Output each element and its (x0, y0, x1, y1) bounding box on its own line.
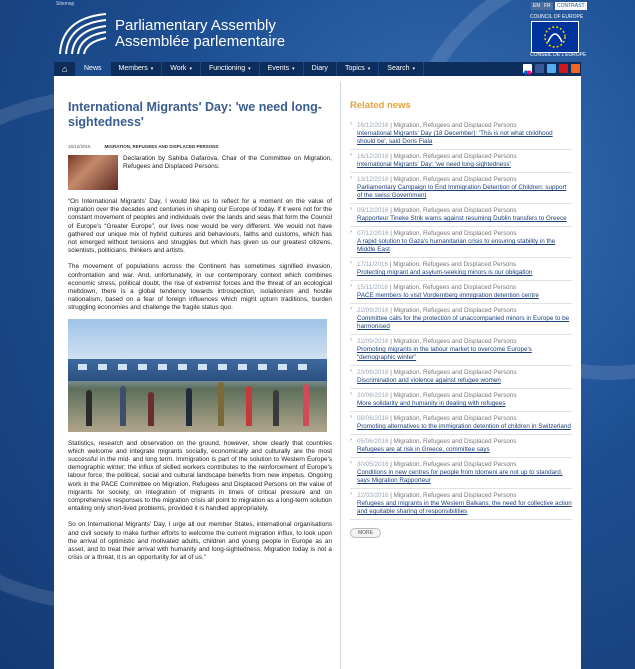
news-title-link[interactable]: Discrimination and violence against refugee women (357, 377, 501, 384)
coe-label-top: COUNCIL OF EUROPE (530, 14, 584, 20)
news-title-link[interactable]: Promoting migrants in the labour market to overcome Europe's “demographic winter” (357, 346, 532, 361)
intro-text: Declaration by Sahiba Gafarova, Chair of the Committee on Migration, Refugees and Displaced Persons: (123, 155, 332, 171)
news-category: Migration, Refugees and Displaced Persons (393, 207, 517, 214)
article-paragraph: Statistics, research and observation on the ground, however, show clearly that countries which welcome and integrate migrants socially, economically and culturally are the most successful in the mid- and long term. Immigration is part of the solution to Western Europe's demographic winter; the influx of skilled workers contributes to the reinforcement of Europe's labour force; the political, social and cultural landscape benefits from new impetus. Ongoing work in the PACE Committee on Migration, Refugees and Displaced Persons on the value of migrants for society, on integration of migrants in times of critical pressure and on comprehensive responses to the migration crisis all point to migration as a long-term solution entailing only short-lived problems, provided it is handled appropriately. (68, 439, 332, 513)
article-date: 16/12/2016 (68, 144, 91, 149)
chevron-down-icon: ▾ (189, 66, 192, 72)
nav-label: Events (267, 65, 290, 72)
nav-label: Topics (344, 65, 365, 72)
news-date: 17/11/2016 (357, 261, 389, 268)
news-title-link[interactable]: Rapporteur Tineke Strik warns against resuming Dublin transfers to Greece (357, 215, 567, 222)
article-paragraph: “On International Migrants' Day, I would like us to reflect for a moment on the value of migration over the decades and centuries in shaping our Europe of today. If it were not for the constant movement of peoples and individuals over the lands and seas that form the Council of Europe's “Greater Europe”, our lives now would be very different. We would not have gathered our unique mix of hybrid cultures and behaviours, faiths and customs, which has not emerged without tensions and struggles but which has given us our greatest citizens, scientists, politicians, thinkers and artists. (68, 198, 332, 255)
news-category: Migration, Refugees and Displaced Persons (393, 176, 517, 183)
chevron-down-icon: ▾ (150, 66, 154, 72)
news-category: Migration, Refugees and Displaced Persons (393, 438, 517, 445)
news-meta: › 09/12/2016 | Migration, Refugees and Displaced Persons (357, 207, 517, 214)
article-title: International Migrants' Day: 'we need long-sightedness' (68, 100, 322, 129)
news-meta: › 16/12/2016 | Migration, Refugees and Displaced Persons (357, 153, 517, 160)
council-of-europe-logo-icon[interactable] (531, 21, 579, 53)
nav-search[interactable] (379, 62, 424, 76)
news-meta: › 07/12/2016 | Migration, Refugees and Displaced Persons (357, 230, 517, 237)
news-title-link[interactable]: Refugees and migrants in the Western Balkans: the need for collective action and equitable sharing of responsibilities (357, 500, 572, 515)
news-date: 22/03/2016 (357, 492, 389, 499)
news-date: 23/06/2016 (357, 369, 389, 376)
news-category: Migration, Refugees and Displaced Persons (393, 338, 517, 345)
news-category: Migration, Refugees and Displaced Persons (393, 122, 517, 129)
nav-label: Functioning (208, 65, 246, 72)
news-meta: › 05/06/2016 | Migration, Refugees and Displaced Persons (357, 438, 517, 445)
rss-icon[interactable] (571, 64, 580, 73)
related-news-list (350, 119, 572, 520)
hemicycle-logo-icon[interactable] (56, 8, 112, 58)
youtube-icon[interactable] (559, 64, 568, 73)
news-title-link[interactable]: PACE members to visit Vordernberg immigration detention centre (357, 292, 539, 299)
news-meta: › 30/05/2016 | Migration, Refugees and Displaced Persons (357, 461, 517, 468)
news-meta: › 08/06/2016 | Migration, Refugees and Displaced Persons (357, 415, 517, 422)
article-intro (68, 155, 332, 190)
news-date: 20/06/2016 (357, 392, 389, 399)
facebook-icon[interactable] (535, 64, 544, 73)
related-news-item (350, 119, 572, 150)
news-date: 15/11/2016 (357, 284, 389, 291)
content-panel (54, 76, 581, 669)
news-title-link[interactable]: Refugees are at risk in Greece, committee says (357, 446, 490, 453)
coe-label-bottom: CONSEIL DE L'EUROPE (530, 52, 587, 58)
speaker-portrait (68, 155, 118, 190)
related-news-item (350, 435, 572, 458)
nav-news[interactable] (76, 62, 111, 76)
nav-label: News (84, 65, 102, 72)
nav-label: Search (387, 65, 410, 72)
related-news-item (350, 227, 572, 258)
nav-events[interactable] (260, 62, 304, 76)
related-news-item (350, 304, 572, 335)
article-paragraph: The movement of populations across the Continent has sometimes signified invasion, confrontation and war. And, unfortunately, in our contemporary context which combines economic stress, political doubt, the rise of extremist forces and the threat of an ecological meltdown, there is a global tendency towards introspection, isolationism and hostile nationalism, based on a fear of foreign influences which might upturn traditions, burden struggling economies and challenge the fragile status quo. (68, 263, 332, 312)
news-category: Migration, Refugees and Displaced Persons (393, 307, 517, 314)
related-news-item (350, 281, 572, 304)
article (68, 100, 332, 562)
news-title-link[interactable]: More solidarity and humanity in dealing with refugees (357, 400, 506, 407)
news-title-link[interactable]: Committee calls for the protection of unaccompanied minors in Europe to be harmonised (357, 315, 570, 330)
home-icon[interactable]: ⌂ (54, 62, 76, 76)
related-news-item (350, 150, 572, 173)
related-news-item (350, 335, 572, 366)
news-meta: › 22/09/2016 | Migration, Refugees and Displaced Persons (357, 307, 517, 314)
news-category: Migration, Refugees and Displaced Persons (393, 415, 517, 422)
chevron-down-icon: ▾ (412, 66, 415, 72)
news-date: 09/12/2016 (357, 207, 389, 214)
chevron-down-icon: ▾ (248, 66, 251, 72)
news-title-link[interactable]: Promoting alternatives to the immigration detention of children in Switzerland (357, 423, 571, 430)
news-category: Migration, Refugees and Displaced Persons (393, 153, 517, 160)
more-button[interactable]: MORE (350, 528, 381, 538)
news-date: 05/06/2016 (357, 438, 389, 445)
news-date: 30/05/2016 (357, 461, 389, 468)
related-news-item (350, 458, 572, 489)
site-header (0, 0, 635, 62)
news-category: Migration, Refugees and Displaced Persons (393, 284, 517, 291)
news-date: 13/12/2016 (357, 176, 389, 183)
related-news-item (350, 389, 572, 412)
news-category: Migration, Refugees and Displaced Persons (393, 261, 517, 268)
news-category: Migration, Refugees and Displaced Persons (393, 461, 517, 468)
news-meta: › 15/11/2016 | Migration, Refugees and Displaced Persons (357, 284, 517, 291)
related-news (350, 100, 572, 539)
nav-diary[interactable] (304, 62, 337, 76)
lang-en-button[interactable]: EN (533, 3, 540, 9)
news-meta: › 13/12/2016 | Migration, Refugees and Displaced Persons (357, 176, 517, 183)
main-navigation (54, 62, 581, 76)
news-meta: › 16/12/2016 | Migration, Refugees and Displaced Persons (357, 122, 517, 129)
news-date: 16/12/2016 (357, 122, 389, 129)
news-date: 22/09/2016 (357, 307, 389, 314)
flickr-icon[interactable] (523, 64, 532, 73)
news-meta: › 22/03/2016 | Migration, Refugees and Displaced Persons (357, 492, 517, 499)
news-title-link[interactable]: International Migrants' Day (18 December): 'This is not what childhood should be', said Doris Fiala (357, 130, 553, 145)
related-news-item (350, 412, 572, 435)
news-category: Migration, Refugees and Displaced Persons (393, 230, 517, 237)
nav-members[interactable] (111, 62, 163, 76)
nav-label: Diary (311, 65, 328, 72)
news-title-link[interactable]: International Migrants' Day: 'we need long-sightedness' (357, 161, 511, 168)
news-title-link[interactable]: A rapid solution to Gaza's humanitarian crisis to ensuring stability in the Middle East (357, 238, 556, 253)
news-date: 22/09/2016 (357, 338, 389, 345)
news-title-link[interactable]: Protecting migrant and asylum-seeking minors is our obligation (357, 269, 533, 276)
related-news-heading: Related news (350, 100, 411, 111)
article-paragraph: So on International Migrants' Day, I urge all our member States, international organisations and civil society to make further efforts to welcome the current migration influx, to look upon the arrival of optimistic and motivated adults, children and young people in Europe as an asset, and to treat their arrival with humanity and long-sightedness. Migration today is not a crisis or a threat, it is an opportunity for all of us.” (68, 521, 332, 562)
news-meta: › 20/06/2016 | Migration, Refugees and Displaced Persons (357, 392, 517, 399)
news-category: Migration, Refugees and Displaced Persons (393, 369, 517, 376)
train-shape (68, 359, 327, 381)
related-news-item (350, 173, 572, 204)
lang-fr-button[interactable]: FR (544, 3, 551, 9)
contrast-button[interactable]: CONTRAST (557, 3, 585, 9)
site-title-fr[interactable]: Assemblée parlementaire (115, 33, 286, 50)
column-divider (340, 82, 341, 669)
chevron-down-icon: ▾ (367, 66, 371, 72)
news-meta: › 22/09/2016 | Migration, Refugees and Displaced Persons (357, 338, 517, 345)
news-date: 08/06/2016 (357, 415, 389, 422)
nav-label: Work (170, 65, 187, 72)
nav-work[interactable] (162, 62, 201, 76)
related-news-item (350, 366, 572, 389)
nav-label: Members (118, 65, 148, 72)
twitter-icon[interactable] (547, 64, 556, 73)
news-meta: › 17/11/2016 | Migration, Refugees and Displaced Persons (357, 261, 517, 268)
nav-topics[interactable] (337, 62, 379, 76)
news-meta: › 23/06/2016 | Migration, Refugees and Displaced Persons (357, 369, 517, 376)
chevron-down-icon: ▾ (292, 66, 295, 72)
related-news-item (350, 489, 572, 520)
news-date: 16/12/2016 (357, 153, 389, 160)
news-title-link[interactable]: Conditions in new centres for people from Idomeni are not up to standard, says Migration Rapporteur (357, 469, 563, 484)
nav-functioning[interactable] (201, 62, 260, 76)
related-news-item (350, 258, 572, 281)
news-category: Migration, Refugees and Displaced Persons (393, 492, 517, 499)
related-news-item (350, 204, 572, 227)
sitemap-link[interactable]: Sitemap (56, 1, 75, 7)
migrants-photo (68, 319, 327, 432)
news-date: 07/12/2016 (357, 230, 389, 237)
news-category: Migration, Refugees and Displaced Persons (393, 392, 517, 399)
article-meta (68, 144, 332, 149)
article-tag[interactable]: MIGRATION, REFUGEES AND DISPLACED PERSONS (104, 144, 219, 149)
news-title-link[interactable]: Parliamentary Campaign to End Immigration Detention of Children: support of the swiss Government (357, 184, 567, 199)
site-title-en[interactable]: Parliamentary Assembly (115, 17, 276, 34)
